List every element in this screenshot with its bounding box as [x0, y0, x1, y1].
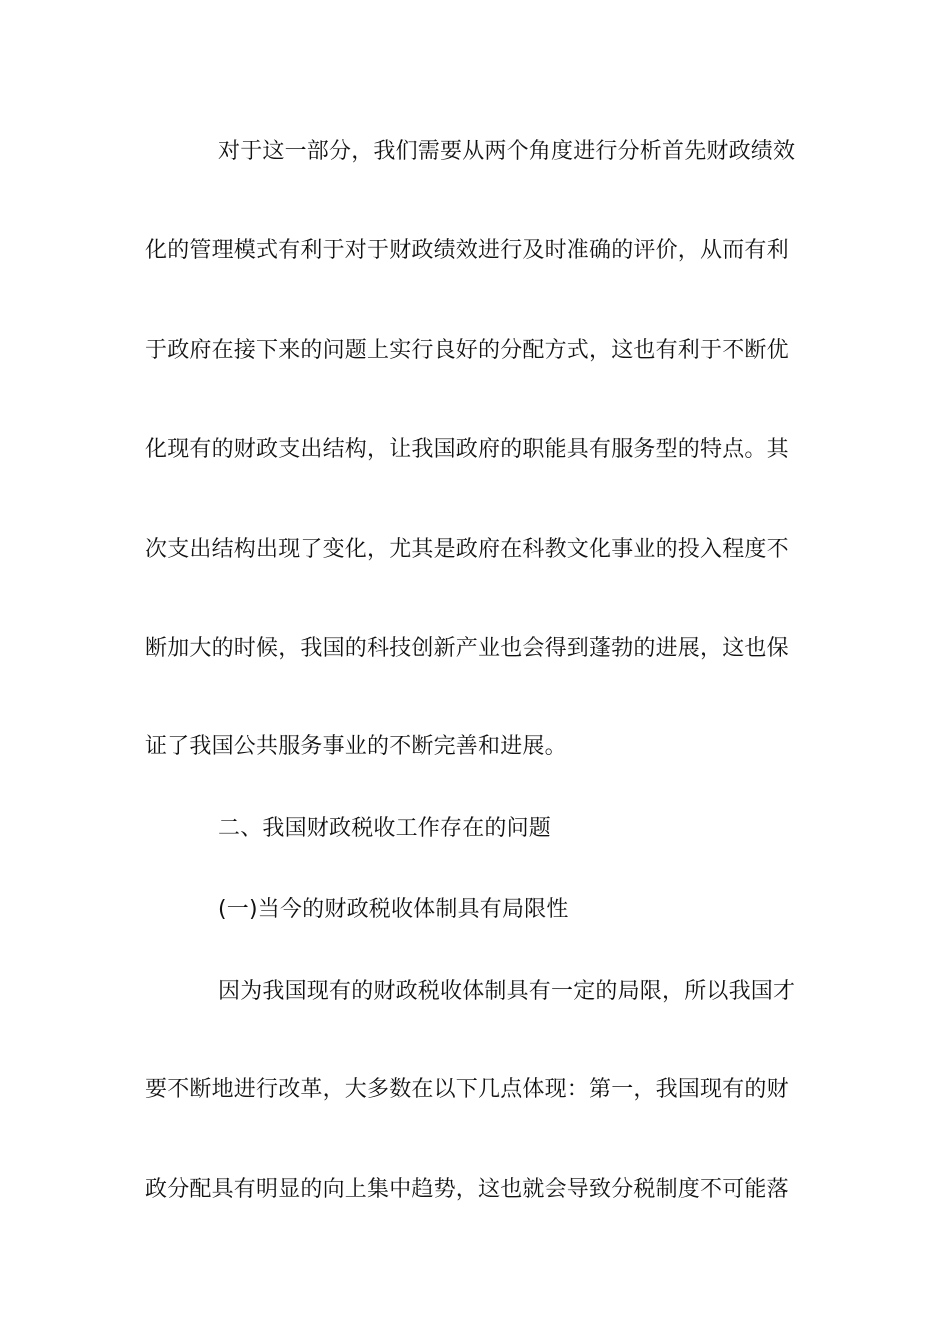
subsection-heading: (一)当今的财政税收体制具有局限性: [218, 897, 569, 922]
section-heading: 二、我国财政税收工作存在的问题: [218, 816, 552, 841]
paragraph-2-line-3: 政分配具有明显的向上集中趋势，这也就会导致分税制度不可能落: [145, 1177, 789, 1202]
paragraph-1-line-6: 断加大的时候，我国的科技创新产业也会得到蓬勃的进展，这也保: [145, 636, 789, 661]
paragraph-1-line-4: 化现有的财政支出结构，让我国政府的职能具有服务型的特点。其: [145, 437, 789, 462]
paragraph-1-line-2: 化的管理模式有利于对于财政绩效进行及时准确的评价，从而有利: [145, 238, 789, 263]
paragraph-1-line-7: 证了我国公共服务事业的不断完善和进展。: [145, 734, 567, 759]
paragraph-1-line-5: 次支出结构出现了变化，尤其是政府在科教文化事业的投入程度不: [145, 537, 789, 562]
paragraph-2-line-1: 因为我国现有的财政税收体制具有一定的局限，所以我国才: [218, 979, 796, 1004]
paragraph-1-line-1: 对于这一部分，我们需要从两个角度进行分析首先财政绩效: [218, 139, 796, 164]
paragraph-1-line-3: 于政府在接下来的问题上实行良好的分配方式，这也有利于不断优: [145, 338, 789, 363]
paragraph-2-line-2: 要不断地进行改革，大多数在以下几点体现：第一，我国现有的财: [145, 1077, 789, 1102]
